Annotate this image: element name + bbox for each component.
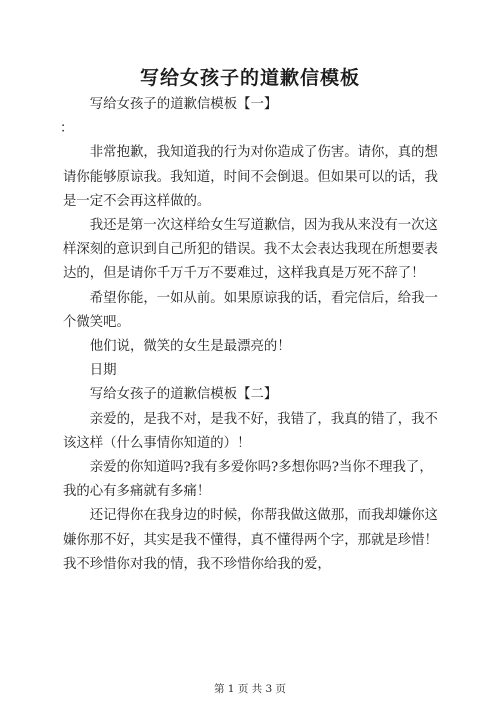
paragraph: 亲爱的你知道吗?我有多爱你吗?多想你吗?当你不理我了，我的心有多痛就有多痛！: [63, 460, 433, 500]
document-body: [60, 93, 443, 577]
paragraph: 亲爱的，是我不对，是我不好，我错了，我真的错了，我不该这样（什么事情你知道的）！: [63, 411, 438, 451]
paragraph: 还记得你在我身边的时候，你帮我做这做那，而我却嫌你这嫌你那不好，其实是我不懂得，真不懂得两个字，那就是珍惜！我不珍惜你对我的情，我不珍惜你给我的爱，: [63, 508, 438, 572]
paragraph: 我还是第一次这样给女生写道歉信，因为我从来没有一次这样深刻的意识到自己所犯的错误。我不太会表达我现在所想要表达的，但是请你千万千万不要难过，这样我真是万死不辞了！: [63, 218, 438, 282]
section-heading-2: 写给女孩子的道歉信模板【二】: [89, 387, 278, 403]
paragraph: 非常抱歉，我知道我的行为对你造成了伤害。请你，真的想请你能够原谅我。我知道，时间不会倒退。但如果可以的话，我是一定不会再这样做的。: [63, 145, 438, 209]
paragraph: 他们说，微笑的女生是最漂亮的！: [89, 339, 291, 355]
section-heading-1: 写给女孩子的道歉信模板【一】: [89, 97, 278, 112]
page-footer: 第 1 页 共 3 页: [213, 683, 287, 695]
salutation-line: ：: [60, 121, 74, 137]
date-line: 日期: [89, 363, 117, 379]
document-title: 写给女孩子的道歉信模板: [139, 67, 360, 89]
paragraph: 希望你能，一如从前。如果原谅我的话，看完信后，给我一个微笑吧。: [63, 290, 438, 330]
